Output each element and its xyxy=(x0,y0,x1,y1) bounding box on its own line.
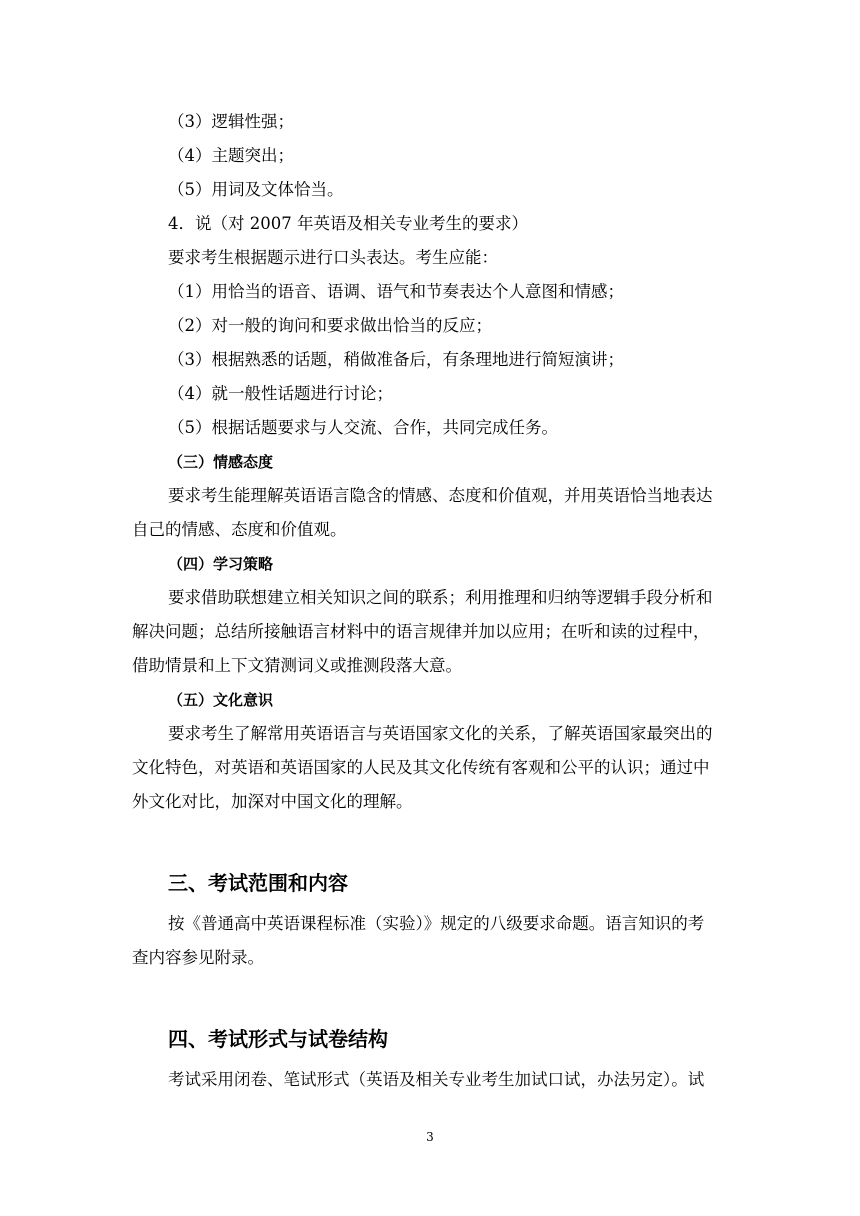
strategy-line-3: 借助情景和上下文猜测词义或推测段落大意。 xyxy=(132,656,462,675)
section-4-line-1: 考试采用闭卷、笔试形式（英语及相关专业考生加试口试，办法另定）。试 xyxy=(168,1070,705,1089)
strategy-line-1: 要求借助联想建立相关知识之间的联系；利用推理和归纳等逻辑手段分析和 xyxy=(168,588,713,607)
speaking-heading: 4．说（对 2007 年英语及相关专业考生的要求） xyxy=(168,214,528,233)
speaking-item-5: （5）根据话题要求与人交流、合作，共同完成任务。 xyxy=(168,418,558,437)
writing-item-5: （5）用词及文体恰当。 xyxy=(168,180,344,199)
attitude-line-2: 自己的情感、态度和价值观。 xyxy=(132,520,347,539)
attitude-heading: （三）情感态度 xyxy=(168,453,274,471)
culture-line-2: 文化特色，对英语和英语国家的人民及其文化传统有客观和公平的认识；通过中 xyxy=(132,758,710,777)
culture-heading: （五）文化意识 xyxy=(168,691,274,709)
culture-line-1: 要求考生了解常用英语语言与英语国家文化的关系，了解英语国家最突出的 xyxy=(168,724,713,743)
section-4-heading: 四、考试形式与试卷结构 xyxy=(168,1027,388,1051)
section-3-line-2: 查内容参见附录。 xyxy=(132,948,264,967)
section-3-heading: 三、考试范围和内容 xyxy=(168,871,348,895)
page-number: 3 xyxy=(426,1130,434,1144)
speaking-item-1: （1）用恰当的语音、语调、语气和节奏表达个人意图和情感； xyxy=(168,282,624,301)
attitude-line-1: 要求考生能理解英语语言隐含的情感、态度和价值观，并用英语恰当地表达 xyxy=(168,486,713,505)
culture-line-3: 外文化对比，加深对中国文化的理解。 xyxy=(132,792,413,811)
strategy-line-2: 解决问题；总结所接触语言材料中的语言规律并加以应用；在听和读的过程中， xyxy=(132,622,710,641)
speaking-item-2: （2）对一般的询问和要求做出恰当的反应； xyxy=(168,316,492,335)
speaking-item-3: （3）根据熟悉的话题，稍做准备后，有条理地进行简短演讲； xyxy=(168,350,624,369)
writing-item-4: （4）主题突出； xyxy=(168,146,294,165)
speaking-intro: 要求考生根据题示进行口头表达。考生应能： xyxy=(168,248,498,267)
strategy-heading: （四）学习策略 xyxy=(168,555,274,573)
section-3-line-1: 按《普通高中英语课程标准（实验）》规定的八级要求命题。语言知识的考 xyxy=(168,914,705,933)
writing-item-3: （3）逻辑性强； xyxy=(168,112,294,131)
speaking-item-4: （4）就一般性话题进行讨论； xyxy=(168,384,393,403)
